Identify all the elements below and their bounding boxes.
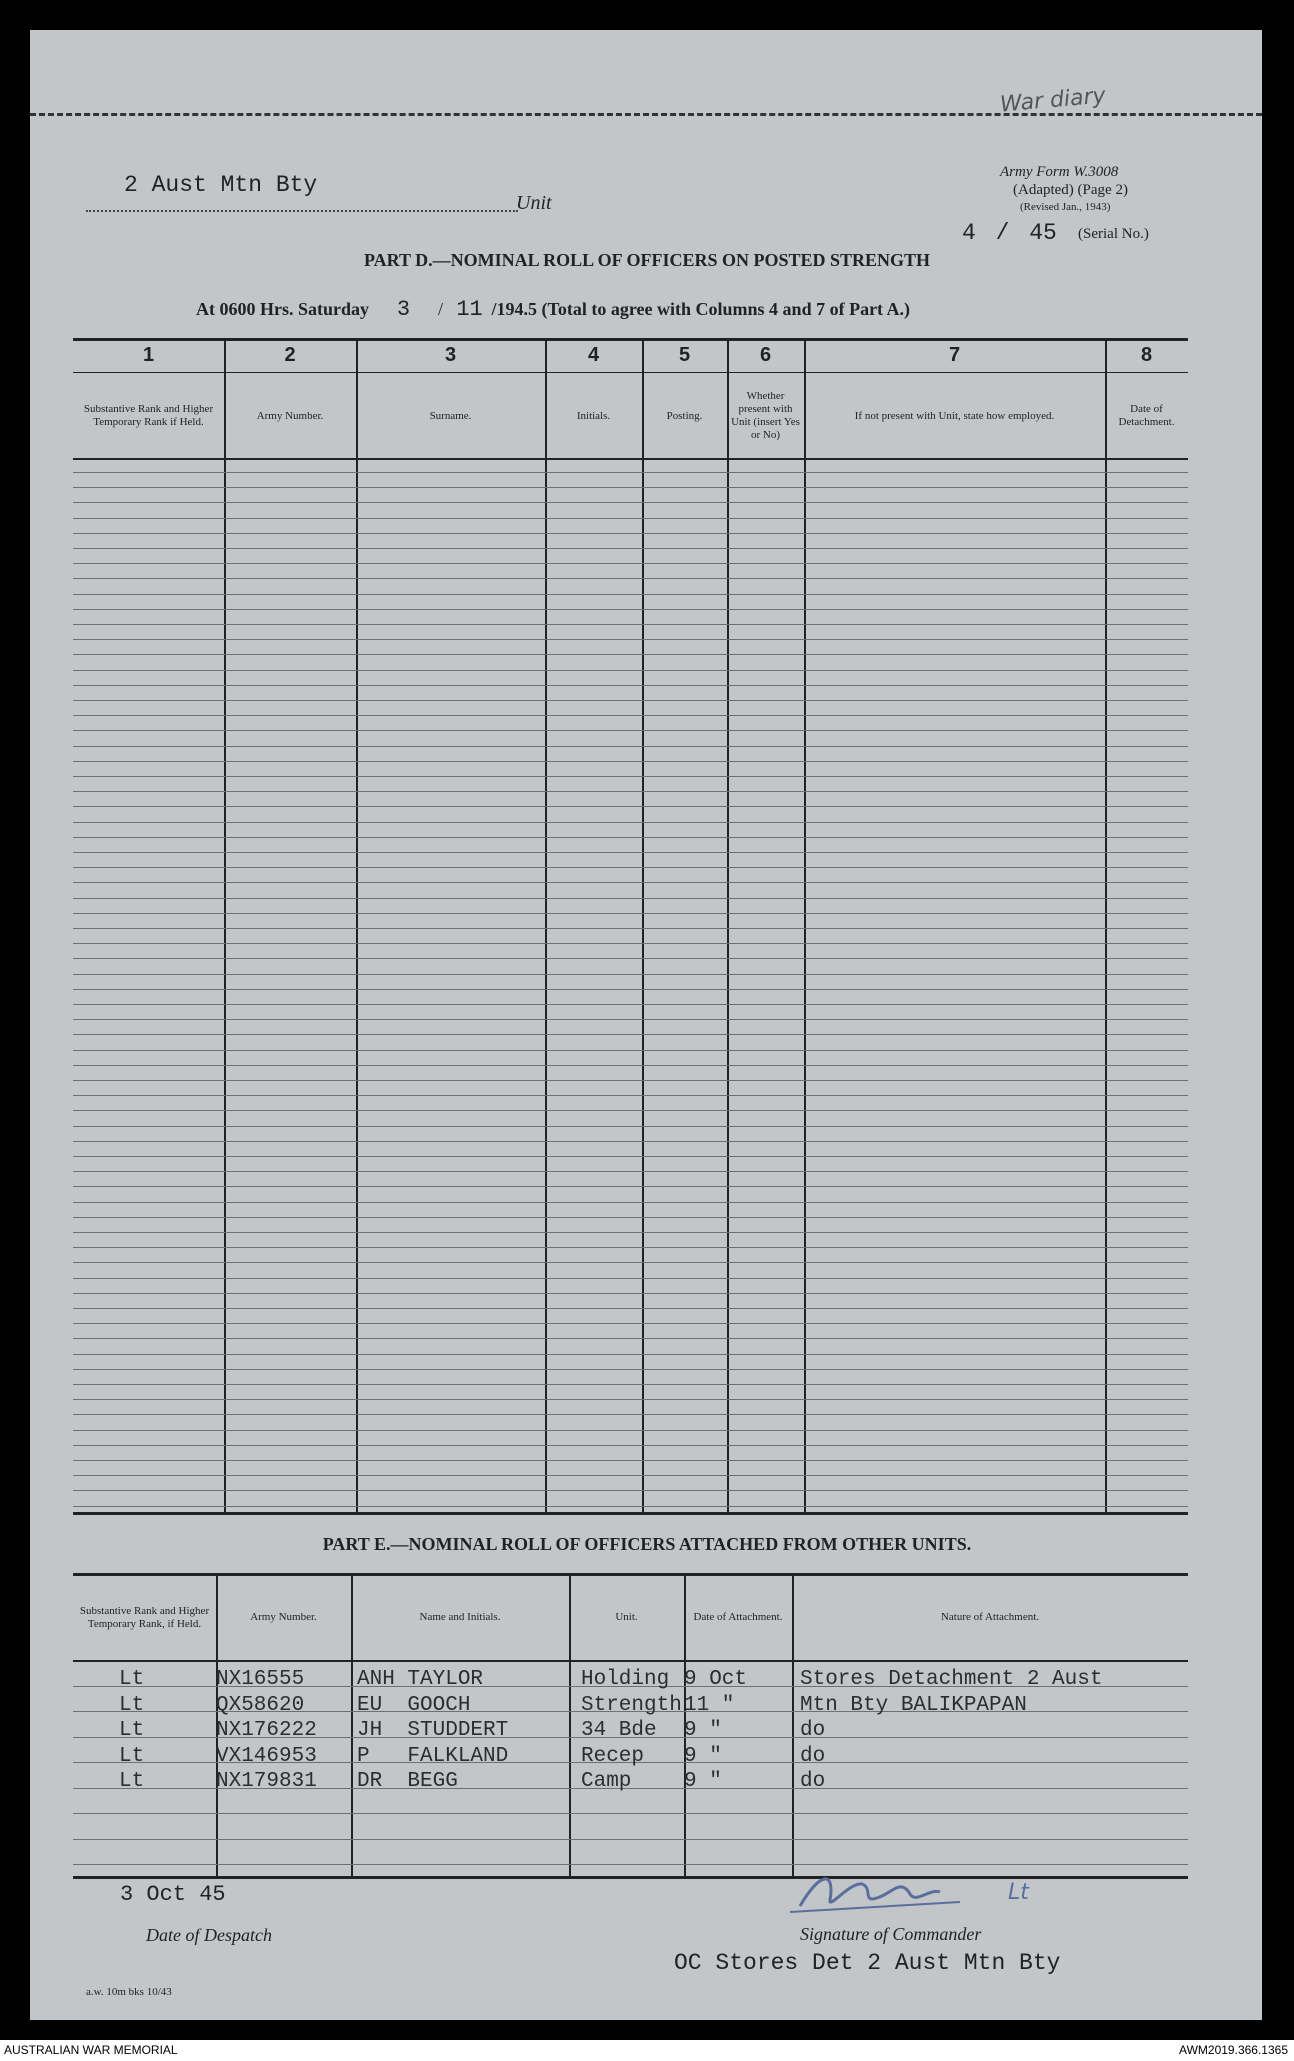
date-year: /194.5 bbox=[491, 299, 538, 319]
part-d-row-line bbox=[73, 1414, 1188, 1415]
table-cell-date: 9 " bbox=[684, 1745, 722, 1768]
part-d-row-line bbox=[73, 670, 1188, 671]
part-d-row-line bbox=[73, 1050, 1188, 1051]
despatch-label: Date of Despatch bbox=[146, 1925, 272, 1945]
part-d-row-line bbox=[73, 1065, 1188, 1066]
table-cell-name: JH STUDDERT bbox=[357, 1719, 509, 1742]
column-number: 4 bbox=[587, 344, 600, 366]
part-d-row-line bbox=[73, 974, 1188, 975]
column-header: Surname. bbox=[429, 409, 472, 422]
part-d-row-line bbox=[73, 1247, 1188, 1248]
date-day: 3 bbox=[396, 297, 411, 322]
table-cell-number: NX176222 bbox=[216, 1719, 317, 1742]
column-header: Army Number. bbox=[256, 409, 324, 422]
table-cell-unit: Holding bbox=[581, 1668, 670, 1691]
unit-label: Unit bbox=[516, 192, 552, 214]
date-month: 11 bbox=[456, 297, 483, 322]
part-d-row-line bbox=[73, 822, 1188, 823]
part-d-row-line bbox=[73, 1293, 1188, 1294]
part-d-row-line bbox=[73, 1490, 1188, 1491]
part-d-row-line bbox=[73, 730, 1188, 731]
table-cell-unit: Camp bbox=[581, 1770, 632, 1793]
part-d-row-line bbox=[73, 928, 1188, 929]
unit-dotted-line bbox=[86, 210, 518, 212]
column-header: Substantive Rank and Higher Temporary Rank, if Held. bbox=[79, 1604, 210, 1630]
part-d-row-line bbox=[73, 1186, 1188, 1187]
table-cell-date: 9 " bbox=[684, 1719, 722, 1742]
table-cell-nature: do bbox=[800, 1770, 826, 1793]
column-header: Unit. bbox=[615, 1611, 638, 1623]
column-header: Posting. bbox=[666, 409, 703, 422]
part-d-row-line bbox=[73, 791, 1188, 792]
part-e-column-divider bbox=[569, 1573, 571, 1876]
part-d-row-line bbox=[73, 989, 1188, 990]
part-d-row-line bbox=[73, 806, 1188, 807]
part-d-row-line bbox=[73, 1232, 1188, 1233]
archive-footer bbox=[0, 2040, 1294, 2061]
part-d-row-line bbox=[73, 624, 1188, 625]
table-cell-date: 11 " bbox=[684, 1694, 735, 1717]
signature-rank: Lt bbox=[1008, 1880, 1029, 1905]
signature-label: Signature of Commander bbox=[800, 1924, 982, 1944]
part-d-column-divider bbox=[642, 338, 644, 1512]
part-d-row-line bbox=[73, 1460, 1188, 1461]
table-cell-name: DR BEGG bbox=[357, 1770, 458, 1793]
part-d-row-line bbox=[73, 761, 1188, 762]
column-header: Army Number. bbox=[250, 1611, 317, 1623]
part-d-row-line bbox=[73, 533, 1188, 534]
archive-left: AUSTRALIAN WAR MEMORIAL bbox=[4, 2043, 178, 2057]
form-line-1: Army Form W.3008 bbox=[1000, 164, 1119, 180]
part-d-column-divider bbox=[804, 338, 806, 1512]
part-d-row-line bbox=[73, 1323, 1188, 1324]
part-d-column-divider bbox=[224, 338, 226, 1512]
table-cell-unit: 34 Bde bbox=[581, 1719, 657, 1742]
table-cell-name: EU GOOCH bbox=[357, 1694, 471, 1717]
part-d-row-line bbox=[73, 1262, 1188, 1263]
column-header: Name and Initials. bbox=[419, 1611, 501, 1623]
table-cell-nature: Mtn Bty BALIKPAPAN bbox=[800, 1694, 1027, 1717]
part-d-row-line bbox=[73, 1338, 1188, 1339]
part-d-row-line bbox=[73, 1202, 1188, 1203]
commander-signature bbox=[790, 1862, 1030, 1916]
part-d-row-line bbox=[73, 609, 1188, 610]
unit-name: 2 Aust Mtn Bty bbox=[124, 172, 318, 198]
part-d-row-line bbox=[73, 898, 1188, 899]
part-d-row-line bbox=[73, 1475, 1188, 1476]
table-cell-unit: Recep bbox=[581, 1745, 645, 1768]
column-number: 8 bbox=[1140, 344, 1153, 366]
part-d-row-line bbox=[73, 1095, 1188, 1096]
part-d-title: PART D.—NOMINAL ROLL OF OFFICERS ON POSTED STRENGTH bbox=[363, 250, 931, 270]
part-e-title: PART E.—NOMINAL ROLL OF OFFICERS ATTACHED FROM OTHER UNITS. bbox=[322, 1534, 972, 1554]
column-header: Date of Detachment. bbox=[1118, 403, 1175, 428]
part-d-row-line bbox=[73, 1004, 1188, 1005]
part-d-column-divider bbox=[356, 338, 358, 1512]
part-d-row-line bbox=[73, 837, 1188, 838]
table-cell-name: P FALKLAND bbox=[357, 1745, 509, 1768]
part-e-row-line bbox=[73, 1839, 1188, 1840]
part-d-row-line bbox=[73, 1399, 1188, 1400]
part-d-row-line bbox=[73, 685, 1188, 686]
column-number: 1 bbox=[142, 344, 155, 366]
part-d-column-divider bbox=[727, 338, 729, 1512]
table-cell-number: NX16555 bbox=[216, 1668, 305, 1691]
part-d-row-line bbox=[73, 913, 1188, 914]
part-d-row-line bbox=[73, 1445, 1188, 1446]
part-d-row-line bbox=[73, 487, 1188, 488]
column-number: 7 bbox=[948, 344, 961, 366]
part-d-number-rule bbox=[73, 372, 1188, 373]
column-number: 5 bbox=[678, 344, 691, 366]
column-header: Date of Attachment. bbox=[693, 1611, 783, 1623]
part-d-row-line bbox=[73, 882, 1188, 883]
table-cell-rank: Lt bbox=[119, 1770, 145, 1793]
part-e-column-divider bbox=[792, 1573, 794, 1876]
part-d-row-line bbox=[73, 1156, 1188, 1157]
part-e-top-rule bbox=[73, 1573, 1188, 1576]
part-d-row-line bbox=[73, 1308, 1188, 1309]
part-d-row-line bbox=[73, 578, 1188, 579]
part-d-column-divider bbox=[1105, 338, 1107, 1512]
part-e-column-divider bbox=[351, 1573, 353, 1876]
column-number: 2 bbox=[284, 344, 296, 366]
part-d-row-line bbox=[73, 1126, 1188, 1127]
serial-label: (Serial No.) bbox=[1078, 226, 1149, 242]
part-d-row-line bbox=[73, 502, 1188, 503]
date-prefix: At 0600 Hrs. Saturday bbox=[196, 299, 370, 319]
part-d-row-line bbox=[73, 958, 1188, 959]
part-d-date-line: At 0600 Hrs. Saturday 3 / 11 /194.5 (Total to agree with Columns 4 and 7 of Part A.) bbox=[196, 297, 911, 322]
part-d-row-line bbox=[73, 548, 1188, 549]
part-d-top-rule bbox=[73, 338, 1188, 341]
part-d-row-line bbox=[73, 1034, 1188, 1035]
part-d-row-line bbox=[73, 1171, 1188, 1172]
form-line-2: (Adapted) (Page 2) bbox=[1013, 182, 1128, 198]
table-cell-rank: Lt bbox=[119, 1745, 145, 1768]
perforation-line bbox=[30, 113, 1262, 116]
archive-right: AWM2019.366.1365 bbox=[1179, 2043, 1288, 2057]
table-cell-nature: do bbox=[800, 1719, 826, 1742]
table-cell-number: NX179831 bbox=[216, 1770, 317, 1793]
part-d-row-line bbox=[73, 1430, 1188, 1431]
part-d-row-line bbox=[73, 472, 1188, 473]
part-d-row-line bbox=[73, 1217, 1188, 1218]
part-d-row-line bbox=[73, 1141, 1188, 1142]
part-e-header-rule bbox=[73, 1660, 1188, 1662]
table-cell-name: ANH TAYLOR bbox=[357, 1668, 484, 1691]
part-d-row-line bbox=[73, 594, 1188, 595]
handwritten-note: War diary bbox=[999, 83, 1107, 118]
column-header: Initials. bbox=[576, 409, 611, 422]
date-suffix: (Total to agree with Columns 4 and 7 of Part A.) bbox=[541, 299, 911, 319]
part-d-header-rule bbox=[73, 458, 1188, 460]
table-cell-date: 9 " bbox=[684, 1770, 722, 1793]
part-d-row-line bbox=[73, 700, 1188, 701]
part-d-row-line bbox=[73, 746, 1188, 747]
part-d-row-line bbox=[73, 776, 1188, 777]
part-d-row-line bbox=[73, 1384, 1188, 1385]
commander-title: OC Stores Det 2 Aust Mtn Bty bbox=[674, 1950, 1061, 1976]
part-d-row-line bbox=[73, 1506, 1188, 1507]
form-line-3: (Revised Jan., 1943) bbox=[1020, 201, 1111, 213]
column-header: If not present with Unit, state how employed. bbox=[854, 409, 1055, 422]
table-cell-number: QX58620 bbox=[216, 1694, 305, 1717]
part-e-row-line bbox=[73, 1813, 1188, 1814]
part-d-row-line bbox=[73, 1080, 1188, 1081]
part-d-row-line bbox=[73, 1369, 1188, 1370]
part-d-row-line bbox=[73, 867, 1188, 868]
print-code: a.w. 10m bks 10/43 bbox=[86, 1986, 172, 1998]
table-cell-number: VX146953 bbox=[216, 1745, 317, 1768]
table-cell-rank: Lt bbox=[119, 1719, 145, 1742]
part-d-bottom-rule bbox=[73, 1512, 1188, 1515]
table-cell-date: 9 Oct bbox=[684, 1668, 748, 1691]
column-number: 3 bbox=[444, 344, 457, 366]
despatch-date: 3 Oct 45 bbox=[120, 1882, 226, 1907]
part-d-row-line bbox=[73, 1278, 1188, 1279]
column-header: Substantive Rank and Higher Temporary Rank if Held. bbox=[83, 403, 214, 428]
column-number: 6 bbox=[759, 344, 772, 366]
part-d-row-line bbox=[73, 1110, 1188, 1111]
part-d-row-line bbox=[73, 852, 1188, 853]
table-cell-nature: do bbox=[800, 1745, 826, 1768]
part-d-row-line bbox=[73, 654, 1188, 655]
part-d-row-line bbox=[73, 639, 1188, 640]
table-cell-unit: Strength bbox=[581, 1694, 682, 1717]
part-d-row-line bbox=[73, 1019, 1188, 1020]
part-d-row-line bbox=[73, 518, 1188, 519]
part-d-row-line bbox=[73, 563, 1188, 564]
part-d-row-line bbox=[73, 1354, 1188, 1355]
column-header: Nature of Attachment. bbox=[940, 1611, 1040, 1623]
part-d-row-line bbox=[73, 943, 1188, 944]
serial-value: 4 / 45 bbox=[962, 220, 1057, 246]
table-cell-rank: Lt bbox=[119, 1668, 145, 1691]
part-d-column-divider bbox=[545, 338, 547, 1512]
table-cell-nature: Stores Detachment 2 Aust bbox=[800, 1668, 1103, 1691]
column-header: Whether present with Unit (insert Yes or No) bbox=[731, 390, 800, 441]
part-d-row-line bbox=[73, 715, 1188, 716]
table-cell-rank: Lt bbox=[119, 1694, 145, 1717]
